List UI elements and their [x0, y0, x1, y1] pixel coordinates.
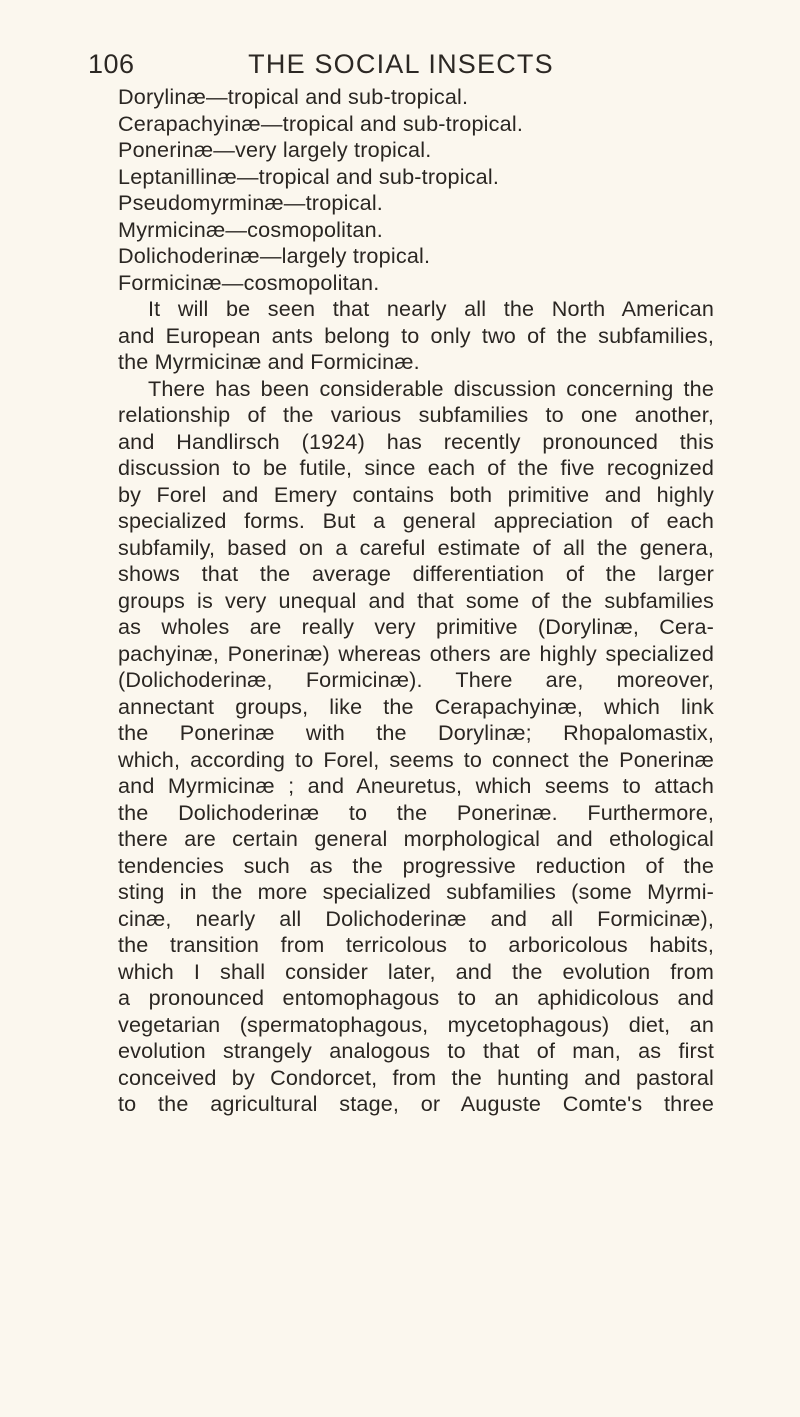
list-item: Ponerinæ—very largely tropical. [118, 137, 432, 162]
text-line: the Dolichoderinæ to the Ponerinæ. Furthermore, [118, 799, 714, 825]
text-line: cinæ, nearly all Dolichoderinæ and all Formicinæ), [118, 905, 714, 931]
paragraph [88, 376, 714, 1118]
text-line: pachyinæ, Ponerinæ) whereas others are highly specialized [118, 640, 714, 666]
text-line: sting in the more specialized subfamilies (some Myrmi- [118, 879, 714, 904]
list-item: Myrmicinæ—cosmopolitan. [118, 216, 383, 242]
text-line: and Handlirsch (1924) has recently pronounced this [118, 428, 714, 454]
text-line: the transition from terricolous to arboricolous habits, [118, 932, 714, 957]
text-line: discussion to be futile, since each of the five recognized [118, 455, 714, 480]
running-title: THE SOCIAL INSECTS [248, 49, 554, 79]
subfamily-distribution-list [118, 84, 718, 296]
text-line: which, according to Forel, seems to connect the Ponerinæ [118, 746, 714, 772]
text-line: and European ants belong to only two of the subfamilies, [118, 322, 714, 348]
text-line: to the agricultural stage, or Auguste Comte's three [118, 1091, 714, 1116]
text-line: conceived by Condorcet, from the hunting and pastoral [118, 1064, 714, 1090]
text-line: annectant groups, like the Cerapachyinæ, which link [118, 693, 714, 719]
text-line: vegetarian (spermatophagous, mycetophagous) diet, an [118, 1011, 714, 1037]
page-number: 106 [88, 49, 135, 79]
list-item: Pseudomyrminæ—tropical. [118, 190, 384, 215]
text-line: which I shall consider later, and the evolution from [118, 958, 714, 984]
text-line: shows that the average differentiation of the larger [118, 561, 714, 586]
list-item: Formicinæ—cosmopolitan. [118, 269, 380, 295]
text-line: It will be seen that nearly all the North American [148, 296, 714, 321]
list-item: Dolichoderinæ—largely tropical. [118, 243, 431, 268]
list-item: Leptanillinæ—tropical and sub-tropical. [118, 163, 500, 189]
text-line: as wholes are really very primitive (Dorylinæ, Cera- [118, 614, 714, 639]
text-line: a pronounced entomophagous to an aphidicolous and [118, 985, 714, 1010]
text-line: evolution strangely analogous to that of man, as first [118, 1038, 714, 1063]
list-item: Dorylinæ—tropical and sub-tropical. [118, 84, 469, 109]
text-line: There has been considerable discussion concerning the [148, 375, 714, 401]
text-line: groups is very unequal and that some of the subfamilies [118, 587, 714, 613]
text-line: tendencies such as the progressive reduction of the [118, 852, 714, 878]
text-line: subfamily, based on a careful estimate of all the genera, [118, 534, 714, 560]
body-text [88, 296, 714, 1118]
list-item: Cerapachyinæ—tropical and sub-tropical. [118, 110, 524, 136]
text-line: (Dolichoderinæ, Formicinæ). There are, moreover, [118, 667, 714, 692]
text-line: and Myrmicinæ ; and Aneuretus, which seems to attach [118, 773, 714, 798]
text-line: the Ponerinæ with the Dorylinæ; Rhopalomastix, [118, 720, 714, 745]
text-line: relationship of the various subfamilies to one another, [118, 402, 714, 427]
text-line: by Forel and Emery contains both primitive and highly [118, 481, 714, 507]
running-head [88, 44, 714, 84]
paragraph [88, 296, 714, 376]
text-line: the Myrmicinæ and Formicinæ. [118, 349, 420, 374]
text-line: there are certain general morphological and ethological [118, 826, 714, 851]
text-line: specialized forms. But a general appreciation of each [118, 508, 714, 533]
